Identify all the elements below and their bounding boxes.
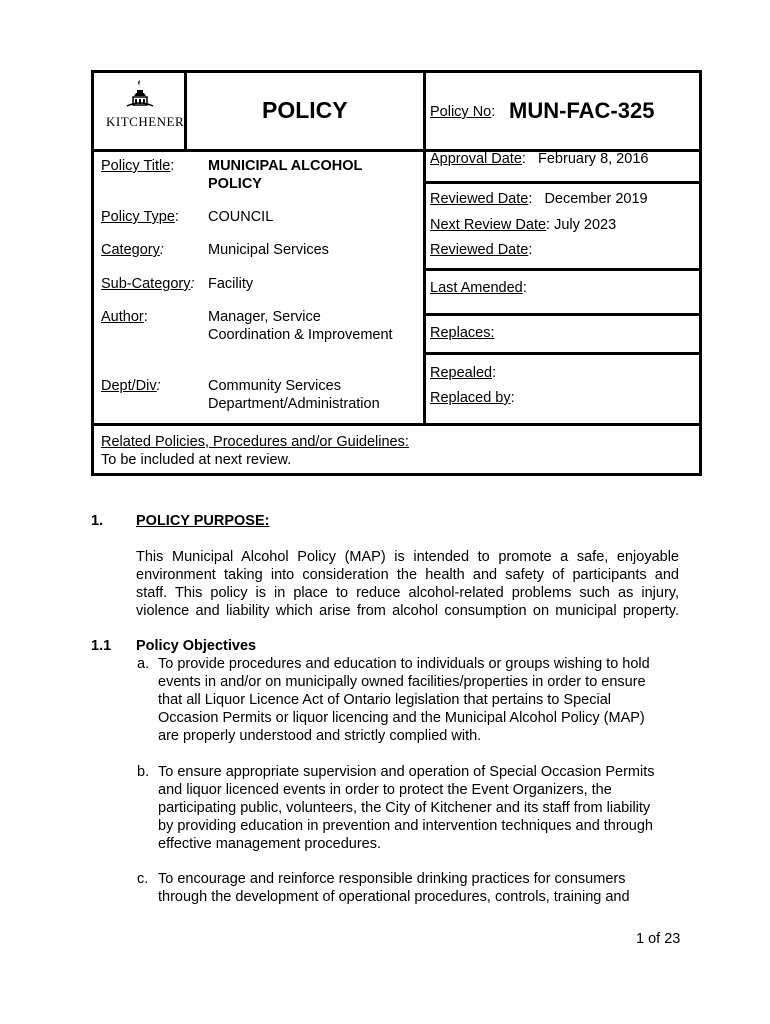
replaces-label: Replaces: — [430, 325, 495, 341]
item-c-text — [158, 870, 688, 906]
category-label: Category — [101, 242, 160, 258]
item-b-line: effective management procedures. — [158, 836, 382, 852]
divider-related — [94, 423, 699, 426]
last-amended-label: Last Amended — [430, 280, 523, 296]
divider-middle — [423, 73, 426, 423]
category-field: Category: — [101, 242, 164, 258]
policy-no: Policy No: — [430, 104, 504, 120]
reviewed2-label: Reviewed Date — [430, 242, 529, 258]
item-c-marker: c. — [137, 871, 149, 887]
para-line: staff. This policy is in place to reduce alcohol-related problems such as injury, — [136, 585, 679, 601]
item-b-text — [158, 763, 688, 853]
dept-field: Dept/Div: — [101, 378, 161, 394]
approval-date: Approval Date: February 8, 2016 — [430, 151, 649, 167]
page-number: 1 of 23 — [636, 931, 681, 947]
dept-label: Dept/Div — [101, 378, 157, 394]
policy-no-value: MUN-FAC-325 — [509, 98, 655, 123]
author-value-1: Manager, Service — [208, 309, 321, 325]
repealed-label: Repealed — [430, 365, 493, 381]
author-field: Author: — [101, 309, 148, 325]
approval-value: February 8, 2016 — [538, 151, 649, 167]
item-c-line: To encourage and reinforce responsible drinking practices for consumers — [158, 871, 626, 887]
item-a-line: Occasion Permits or liquor licencing and the Municipal Alcohol Policy (MAP) — [158, 710, 645, 726]
divider-title-row — [94, 149, 423, 152]
section-1-number: 1. — [91, 513, 104, 529]
author-value-2: Coordination & Improvement — [208, 327, 393, 343]
divider-right-4 — [423, 313, 699, 316]
item-a-marker: a. — [137, 656, 150, 672]
dept-value-2: Department/Administration — [208, 396, 380, 412]
divider-right-5 — [423, 352, 699, 355]
category-value: Municipal Services — [208, 242, 329, 258]
item-a-line: To provide procedures and education to individuals or groups wishing to hold — [158, 656, 650, 672]
item-b-line: participating public, volunteers, the City of Kitchener and its staff from liability — [158, 800, 651, 816]
item-a-line: events in and/or on municipally owned facilities/properties in order to ensure — [158, 674, 646, 690]
para-line: violence and liability which arise from alcohol consumption on municipal property. — [136, 603, 679, 619]
logo-wordmark: KITCHENER — [106, 114, 185, 129]
reviewed-value: December 2019 — [544, 191, 648, 207]
policy-type-label: Policy Type — [101, 209, 175, 225]
approval-label: Approval Date — [430, 151, 522, 167]
replaced-by-label: Replaced by — [430, 390, 511, 406]
next-review-value: July 2023 — [554, 217, 617, 233]
item-b-marker: b. — [137, 764, 150, 780]
section-1-1-heading: Policy Objectives — [136, 638, 257, 654]
policy-title-label: Policy Title — [101, 158, 171, 174]
author-label: Author — [101, 309, 144, 325]
replaced-by: Replaced by: — [430, 390, 515, 406]
repealed: Repealed: — [430, 365, 497, 381]
para-line: environment taking into consideration the health and safety of participants and — [136, 567, 679, 583]
divider-logo — [184, 73, 187, 152]
related-policies-label: Related Policies, Procedures and/or Guidelines: — [101, 434, 409, 450]
dept-value-1: Community Services — [208, 378, 341, 394]
reviewed-date: Reviewed Date: December 2019 — [430, 191, 648, 207]
divider-right-3 — [423, 268, 699, 271]
policy-title-field: Policy Title: — [101, 158, 175, 174]
related-policies-value: To be included at next review. — [101, 452, 292, 468]
section-1-heading: POLICY PURPOSE: — [136, 513, 270, 529]
policy-title-value-2: POLICY — [208, 176, 262, 192]
next-review-date: Next Review Date: July 2023 — [430, 217, 617, 233]
policy-no-label: Policy No — [430, 104, 492, 120]
section-1-1-number: 1.1 — [91, 638, 112, 654]
item-a-line: are properly understood and strictly complied with. — [158, 728, 482, 744]
item-c-line: through the development of operational procedures, controls, training and — [158, 889, 630, 905]
policy-title-value-1: MUNICIPAL ALCOHOL — [208, 158, 363, 174]
reviewed-label: Reviewed Date — [430, 191, 529, 207]
page-title: POLICY — [262, 97, 348, 123]
item-b-line: by providing education in prevention and intervention techniques and through — [158, 818, 653, 834]
item-b-line: and liquor licenced events in order to protect the Event Organizers, the — [158, 782, 612, 798]
last-amended: Last Amended: — [430, 280, 527, 296]
subcategory-label: Sub-Category — [101, 276, 191, 292]
item-a-text — [158, 655, 688, 745]
item-a-line: that all Liquor Licence Act of Ontario legislation that pertains to Special — [158, 692, 611, 708]
subcategory-value: Facility — [208, 276, 254, 292]
policy-header-table — [91, 70, 702, 476]
subcategory-field: Sub-Category: — [101, 276, 195, 292]
item-b-line: To ensure appropriate supervision and operation of Special Occasion Permits — [158, 764, 655, 780]
next-review-label: Next Review Date — [430, 217, 547, 233]
para-line: This Municipal Alcohol Policy (MAP) is intended to promote a safe, enjoyable — [136, 549, 679, 565]
divider-right-2 — [423, 181, 699, 184]
section-1-paragraph — [136, 548, 679, 620]
reviewed-date-2: Reviewed Date: — [430, 242, 533, 258]
policy-type-value: COUNCIL — [208, 209, 274, 225]
policy-type-field: Policy Type: — [101, 209, 179, 225]
